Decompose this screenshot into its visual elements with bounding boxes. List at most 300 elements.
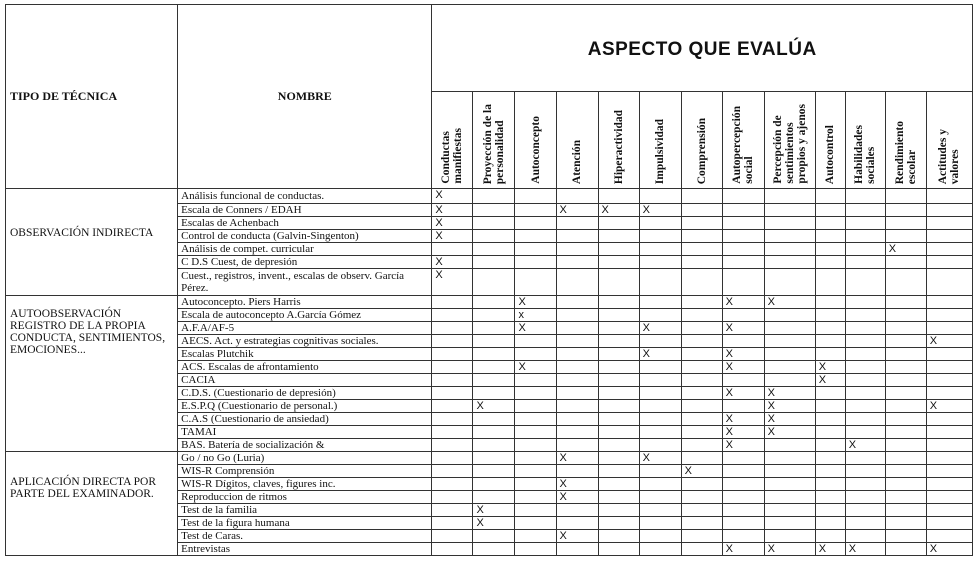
aspect-mark-cell: [556, 465, 598, 478]
aspect-mark-cell: [473, 204, 515, 217]
aspect-column-header: [815, 92, 845, 189]
aspect-mark-cell: [473, 243, 515, 256]
aspect-mark-cell: [764, 309, 815, 322]
aspect-mark-cell: [681, 335, 722, 348]
aspect-mark-cell: [815, 322, 845, 335]
aspect-mark-cell: [556, 387, 598, 400]
aspect-column-header: [722, 92, 764, 189]
aspect-mark-cell: [845, 269, 885, 296]
aspect-mark-cell: [815, 452, 845, 465]
aspect-column-label: Proyección de la personalidad: [481, 103, 506, 184]
aspect-mark-cell: [598, 322, 639, 335]
aspect-mark-cell: [845, 322, 885, 335]
aspect-mark-cell: [639, 478, 681, 491]
aspect-mark-cell: [681, 504, 722, 517]
aspect-mark-cell: [926, 256, 972, 269]
technique-name-cell: Escala de Conners / EDAH: [178, 204, 432, 217]
aspect-mark-cell: [885, 413, 926, 426]
technique-type-cell: AUTOOBSERVACIÓN REGISTRO DE LA PROPIA CONDUCTA, SENTIMIENTOS, EMOCIONES...: [6, 296, 178, 452]
aspect-mark-cell: [556, 361, 598, 374]
aspect-mark-cell: [815, 478, 845, 491]
aspect-mark-cell: [598, 243, 639, 256]
aspect-mark-cell: [722, 374, 764, 387]
aspect-column-label: Habilidades sociales: [853, 125, 878, 184]
aspect-mark-cell: [926, 269, 972, 296]
aspect-mark-cell: [815, 426, 845, 439]
aspect-mark-cell: X: [432, 269, 473, 296]
aspect-mark-cell: [639, 400, 681, 413]
aspect-mark-cell: X: [815, 543, 845, 556]
aspect-mark-cell: [815, 230, 845, 243]
technique-type-cell: APLICACIÓN DIRECTA POR PARTE DEL EXAMINADOR.: [6, 452, 178, 556]
aspect-mark-cell: [764, 256, 815, 269]
aspect-mark-cell: [556, 400, 598, 413]
aspect-mark-cell: [556, 517, 598, 530]
aspect-mark-cell: [473, 269, 515, 296]
aspect-mark-cell: [815, 400, 845, 413]
technique-name-cell: A.F.A/AF-5: [178, 322, 432, 335]
aspect-mark-cell: [722, 204, 764, 217]
aspect-column-header: [681, 92, 722, 189]
aspect-mark-cell: [722, 269, 764, 296]
aspect-mark-cell: [681, 530, 722, 543]
aspect-mark-cell: [926, 230, 972, 243]
aspect-mark-cell: [845, 465, 885, 478]
aspect-mark-cell: [432, 335, 473, 348]
aspect-mark-cell: [598, 530, 639, 543]
aspect-mark-cell: [885, 322, 926, 335]
aspect-mark-cell: [598, 189, 639, 204]
aspect-mark-cell: X: [681, 465, 722, 478]
technique-name-cell: Entrevistas: [178, 543, 432, 556]
aspect-mark-cell: [926, 439, 972, 452]
aspect-mark-cell: [926, 204, 972, 217]
aspect-mark-cell: [432, 452, 473, 465]
aspect-mark-cell: [764, 243, 815, 256]
aspect-mark-cell: [598, 517, 639, 530]
technique-name-cell: Test de la figura humana: [178, 517, 432, 530]
technique-name-cell: ACS. Escalas de afrontamiento: [178, 361, 432, 374]
aspect-mark-cell: [432, 296, 473, 309]
aspect-mark-cell: [815, 465, 845, 478]
aspect-mark-cell: [598, 465, 639, 478]
aspect-mark-cell: X: [764, 426, 815, 439]
aspect-column-header: [885, 92, 926, 189]
aspect-mark-cell: X: [926, 400, 972, 413]
technique-name-cell: BAS. Batería de socialización &: [178, 439, 432, 452]
aspect-mark-cell: [845, 374, 885, 387]
aspect-mark-cell: [722, 491, 764, 504]
aspect-mark-cell: [926, 217, 972, 230]
aspect-mark-cell: X: [432, 217, 473, 230]
aspect-mark-cell: [598, 413, 639, 426]
aspect-mark-cell: [885, 361, 926, 374]
technique-name-cell: Reproduccion de ritmos: [178, 491, 432, 504]
aspect-mark-cell: [926, 504, 972, 517]
aspect-mark-cell: [926, 361, 972, 374]
aspect-mark-cell: [722, 400, 764, 413]
aspect-mark-cell: [598, 439, 639, 452]
aspect-mark-cell: [598, 504, 639, 517]
aspect-mark-cell: [764, 491, 815, 504]
aspect-mark-cell: [515, 374, 556, 387]
aspect-mark-cell: X: [432, 230, 473, 243]
aspect-mark-cell: [722, 530, 764, 543]
aspect-mark-cell: [432, 322, 473, 335]
aspect-column-label: Comprensión: [695, 117, 708, 184]
aspect-mark-cell: [515, 491, 556, 504]
technique-name-cell: Escala de autoconcepto A.García Gómez: [178, 309, 432, 322]
aspect-mark-cell: [473, 309, 515, 322]
aspect-mark-cell: [473, 374, 515, 387]
aspect-mark-cell: [473, 439, 515, 452]
aspect-mark-cell: [515, 269, 556, 296]
aspect-mark-cell: [515, 530, 556, 543]
aspect-mark-cell: [515, 543, 556, 556]
aspect-mark-cell: [926, 189, 972, 204]
aspect-mark-cell: X: [815, 361, 845, 374]
aspect-column-label: Autoconcepto: [529, 116, 542, 184]
aspect-mark-cell: [926, 478, 972, 491]
aspect-mark-cell: [598, 348, 639, 361]
aspect-mark-cell: [681, 361, 722, 374]
aspect-mark-cell: [815, 256, 845, 269]
aspect-column-header: [598, 92, 639, 189]
aspect-mark-cell: [556, 230, 598, 243]
aspect-mark-cell: [764, 504, 815, 517]
aspect-mark-cell: [681, 413, 722, 426]
aspect-mark-cell: [764, 269, 815, 296]
aspect-mark-cell: [432, 387, 473, 400]
aspect-mark-cell: [473, 348, 515, 361]
aspect-mark-cell: [926, 426, 972, 439]
aspect-mark-cell: [515, 400, 556, 413]
aspect-mark-cell: [598, 491, 639, 504]
aspect-mark-cell: [432, 517, 473, 530]
aspect-mark-cell: [681, 296, 722, 309]
aspect-mark-cell: [598, 335, 639, 348]
aspect-mark-cell: [556, 335, 598, 348]
technique-name-cell: E.S.P.Q (Cuestionario de personal.): [178, 400, 432, 413]
aspect-mark-cell: [845, 413, 885, 426]
aspect-column-label: Hiperactividad: [612, 109, 625, 184]
aspect-mark-cell: [515, 335, 556, 348]
aspect-mark-cell: X: [926, 543, 972, 556]
aspect-mark-cell: X: [515, 296, 556, 309]
aspect-mark-cell: [432, 491, 473, 504]
aspect-mark-cell: [815, 517, 845, 530]
aspect-mark-cell: [845, 189, 885, 204]
aspect-mark-cell: X: [722, 296, 764, 309]
table-body: [6, 189, 973, 556]
aspect-mark-cell: X: [473, 517, 515, 530]
aspect-mark-cell: [681, 269, 722, 296]
aspect-mark-cell: [722, 478, 764, 491]
aspect-column-header: [515, 92, 556, 189]
aspect-column-header: [432, 92, 473, 189]
aspect-mark-cell: [432, 504, 473, 517]
aspect-mark-cell: [815, 387, 845, 400]
technique-name-cell: TAMAI: [178, 426, 432, 439]
aspect-mark-cell: [815, 204, 845, 217]
aspect-mark-cell: X: [556, 530, 598, 543]
aspect-mark-cell: [681, 204, 722, 217]
aspect-mark-cell: [722, 504, 764, 517]
aspect-mark-cell: [681, 256, 722, 269]
aspect-mark-cell: X: [639, 452, 681, 465]
aspect-mark-cell: [598, 230, 639, 243]
aspect-mark-cell: X: [556, 478, 598, 491]
aspect-mark-cell: [926, 530, 972, 543]
aspect-mark-cell: X: [722, 426, 764, 439]
aspect-mark-cell: [556, 217, 598, 230]
technique-name-cell: Go / no Go (Luria): [178, 452, 432, 465]
aspect-mark-cell: [639, 504, 681, 517]
aspect-mark-cell: [556, 413, 598, 426]
aspect-mark-cell: [639, 217, 681, 230]
aspect-mark-cell: [845, 491, 885, 504]
aspect-mark-cell: [639, 335, 681, 348]
aspect-mark-cell: [473, 465, 515, 478]
table-row: [6, 296, 973, 309]
aspect-mark-cell: [639, 256, 681, 269]
aspect-mark-cell: [473, 387, 515, 400]
technique-type-cell: OBSERVACIÓN INDIRECTA: [6, 189, 178, 296]
aspect-mark-cell: [681, 452, 722, 465]
aspect-mark-cell: [473, 296, 515, 309]
aspect-mark-cell: [845, 400, 885, 413]
aspect-mark-cell: [639, 309, 681, 322]
aspect-mark-cell: [515, 517, 556, 530]
aspect-mark-cell: [885, 543, 926, 556]
aspect-mark-cell: [432, 400, 473, 413]
aspect-mark-cell: [681, 517, 722, 530]
aspect-mark-cell: [432, 478, 473, 491]
aspect-mark-cell: [598, 217, 639, 230]
aspect-mark-cell: [556, 374, 598, 387]
technique-name-cell: Cuest., registros, invent., escalas de observ. García Pérez.: [178, 269, 432, 296]
aspect-mark-cell: [926, 296, 972, 309]
aspect-mark-cell: [473, 217, 515, 230]
aspect-mark-cell: [885, 269, 926, 296]
aspect-mark-cell: [681, 387, 722, 400]
aspect-mark-cell: [926, 413, 972, 426]
aspect-mark-cell: [845, 296, 885, 309]
technique-name-cell: Test de Caras.: [178, 530, 432, 543]
aspect-mark-cell: [764, 189, 815, 204]
aspect-mark-cell: [432, 426, 473, 439]
aspect-mark-cell: [473, 256, 515, 269]
aspect-mark-cell: [556, 269, 598, 296]
aspect-mark-cell: [926, 491, 972, 504]
aspect-mark-cell: [845, 452, 885, 465]
aspect-mark-cell: [764, 361, 815, 374]
aspect-mark-cell: [473, 413, 515, 426]
aspect-mark-cell: X: [473, 504, 515, 517]
aspect-mark-cell: [885, 491, 926, 504]
aspect-mark-cell: [845, 217, 885, 230]
aspect-mark-cell: [845, 426, 885, 439]
aspect-mark-cell: [432, 439, 473, 452]
aspect-mark-cell: [639, 465, 681, 478]
aspect-column-header: [845, 92, 885, 189]
aspect-mark-cell: [885, 189, 926, 204]
aspect-mark-cell: X: [926, 335, 972, 348]
technique-name-cell: CACIA: [178, 374, 432, 387]
aspect-column-header: [926, 92, 972, 189]
aspect-mark-cell: [639, 189, 681, 204]
aspect-mark-cell: [639, 530, 681, 543]
aspect-mark-cell: [926, 517, 972, 530]
aspect-mark-cell: [639, 374, 681, 387]
aspect-mark-cell: X: [764, 387, 815, 400]
technique-name-cell: Control de conducta (Galvin-Singenton): [178, 230, 432, 243]
aspect-column-header: [639, 92, 681, 189]
aspect-mark-cell: [681, 189, 722, 204]
aspect-mark-cell: [432, 243, 473, 256]
aspect-mark-cell: [639, 230, 681, 243]
aspect-mark-cell: [515, 439, 556, 452]
aspect-mark-cell: [815, 296, 845, 309]
aspect-mark-cell: [845, 204, 885, 217]
aspect-mark-cell: [885, 374, 926, 387]
evaluation-techniques-table: [5, 4, 973, 556]
aspect-mark-cell: [515, 243, 556, 256]
aspect-mark-cell: [815, 530, 845, 543]
aspect-mark-cell: X: [639, 348, 681, 361]
aspect-mark-cell: X: [432, 256, 473, 269]
technique-name-cell: Autoconcepto. Piers Harris: [178, 296, 432, 309]
aspect-mark-cell: [722, 309, 764, 322]
aspect-mark-cell: [432, 530, 473, 543]
aspect-mark-cell: [722, 230, 764, 243]
aspect-mark-cell: [473, 452, 515, 465]
table-row: [6, 452, 973, 465]
aspect-mark-cell: [515, 413, 556, 426]
aspect-mark-cell: [681, 309, 722, 322]
aspect-mark-cell: [815, 217, 845, 230]
aspect-column-label: Autopercepción social: [731, 106, 756, 184]
aspect-column-label: Atención: [571, 139, 584, 184]
aspect-mark-cell: X: [764, 296, 815, 309]
aspect-mark-cell: [473, 361, 515, 374]
aspect-mark-cell: X: [722, 361, 764, 374]
aspect-column-label: Actitudes y valores: [937, 128, 962, 184]
aspect-mark-cell: [639, 387, 681, 400]
aspect-mark-cell: [926, 465, 972, 478]
aspect-mark-cell: [556, 439, 598, 452]
aspect-mark-cell: [815, 439, 845, 452]
aspect-mark-cell: X: [845, 543, 885, 556]
aspect-mark-cell: [639, 491, 681, 504]
aspect-mark-cell: X: [556, 452, 598, 465]
aspect-mark-cell: [885, 217, 926, 230]
aspect-mark-cell: [764, 439, 815, 452]
aspect-mark-cell: [556, 322, 598, 335]
aspect-mark-cell: [764, 204, 815, 217]
aspect-mark-cell: [639, 269, 681, 296]
aspect-mark-cell: [681, 243, 722, 256]
aspect-mark-cell: [598, 296, 639, 309]
aspect-mark-cell: X: [722, 413, 764, 426]
aspect-mark-cell: [885, 465, 926, 478]
aspect-mark-cell: [722, 217, 764, 230]
aspect-mark-cell: [598, 426, 639, 439]
aspect-mark-cell: [926, 387, 972, 400]
aspect-mark-cell: [473, 322, 515, 335]
aspect-mark-cell: x: [515, 309, 556, 322]
aspect-mark-cell: [926, 243, 972, 256]
aspect-mark-cell: [473, 530, 515, 543]
aspect-mark-cell: [845, 387, 885, 400]
aspect-evaluated-header: ASPECTO QUE EVALÚA: [432, 5, 973, 92]
aspect-mark-cell: [639, 361, 681, 374]
aspect-column-header: [764, 92, 815, 189]
aspect-mark-cell: [681, 230, 722, 243]
technique-name-cell: C.D.S. (Cuestionario de depresión): [178, 387, 432, 400]
aspect-mark-cell: X: [722, 348, 764, 361]
aspect-mark-cell: [845, 530, 885, 543]
aspect-mark-cell: [681, 426, 722, 439]
aspect-mark-cell: [556, 189, 598, 204]
aspect-mark-cell: [432, 543, 473, 556]
aspect-column-header: [473, 92, 515, 189]
aspect-mark-cell: [926, 374, 972, 387]
aspect-mark-cell: [598, 374, 639, 387]
aspect-mark-cell: [598, 361, 639, 374]
aspect-mark-cell: [845, 243, 885, 256]
aspect-mark-cell: [473, 189, 515, 204]
aspect-mark-cell: X: [722, 322, 764, 335]
aspect-mark-cell: [926, 348, 972, 361]
aspect-mark-cell: [815, 309, 845, 322]
aspect-mark-cell: [764, 322, 815, 335]
table-row: [6, 189, 973, 204]
aspect-mark-cell: [885, 335, 926, 348]
aspect-mark-cell: [845, 361, 885, 374]
aspect-mark-cell: [764, 465, 815, 478]
technique-name-cell: C D.S Cuest, de depresión: [178, 256, 432, 269]
aspect-mark-cell: [815, 335, 845, 348]
aspect-mark-cell: [885, 296, 926, 309]
aspect-mark-cell: [432, 361, 473, 374]
aspect-mark-cell: [639, 439, 681, 452]
aspect-column-header: [556, 92, 598, 189]
aspect-mark-cell: [556, 426, 598, 439]
aspect-mark-cell: [515, 348, 556, 361]
aspect-mark-cell: [515, 189, 556, 204]
aspect-mark-cell: [681, 543, 722, 556]
aspect-mark-cell: X: [722, 439, 764, 452]
aspect-mark-cell: [432, 465, 473, 478]
aspect-mark-cell: [515, 504, 556, 517]
aspect-mark-cell: X: [815, 374, 845, 387]
aspect-mark-cell: [681, 374, 722, 387]
aspect-column-label: Autocontrol: [824, 124, 837, 184]
aspect-mark-cell: [815, 189, 845, 204]
aspect-mark-cell: [722, 243, 764, 256]
aspect-mark-cell: [432, 374, 473, 387]
aspect-mark-cell: [926, 322, 972, 335]
aspect-mark-cell: [815, 491, 845, 504]
aspect-mark-cell: [639, 426, 681, 439]
aspect-mark-cell: [815, 413, 845, 426]
aspect-mark-cell: [598, 452, 639, 465]
aspect-column-label: Conductas manifiestas: [440, 128, 465, 184]
aspect-mark-cell: [681, 217, 722, 230]
aspect-mark-cell: [845, 256, 885, 269]
aspect-mark-cell: [681, 439, 722, 452]
